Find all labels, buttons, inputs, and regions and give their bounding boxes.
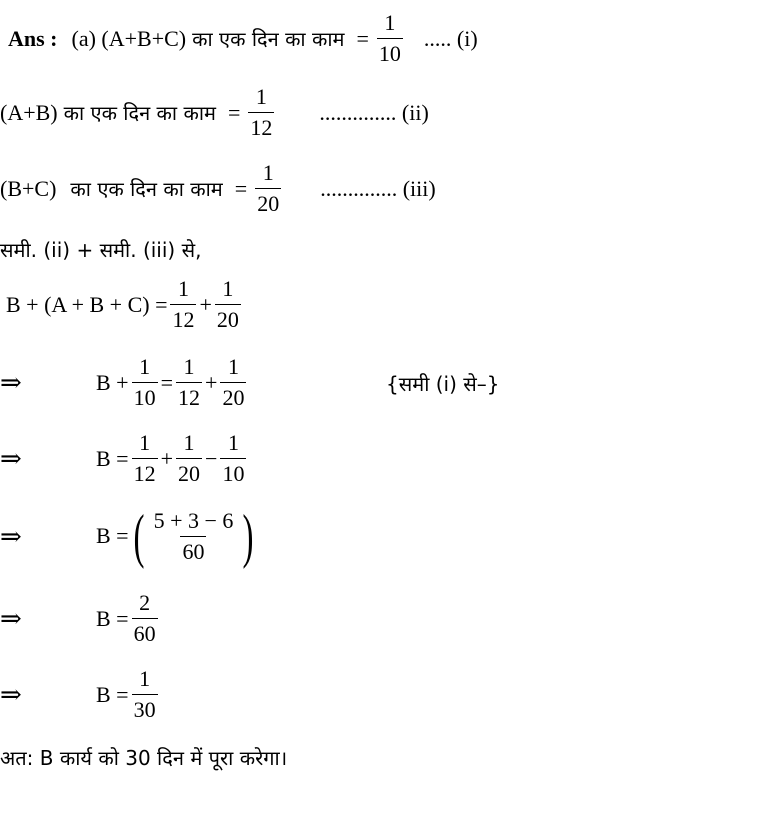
equals-sign: =: [234, 175, 248, 201]
part-label: (a) (A+B+C): [71, 25, 187, 51]
fraction: $\frac{1}{10}$: [133, 354, 156, 410]
fraction: $\frac{2}{60}$: [133, 590, 156, 646]
lhs: B =: [96, 523, 129, 548]
fraction: $\frac{1}{20}$: [257, 160, 280, 216]
part-label: (A+B): [0, 99, 58, 125]
implies-arrow: ⇒: [0, 604, 22, 633]
fraction: $\frac{1}{10}$: [378, 10, 401, 66]
equation-ii: [0, 86, 429, 139]
fraction: $\frac{1}{20}$: [222, 354, 245, 410]
fraction: $\frac{5 + 3 - 6}{60}$: [153, 507, 234, 564]
step-8: [0, 503, 759, 576]
lhs: B =: [96, 681, 129, 707]
lhs: B + (A + B + C) =: [6, 291, 168, 317]
fraction: $\frac{1}{10}$: [222, 430, 245, 486]
plus-sign: +: [199, 291, 212, 317]
plus-sign: +: [160, 445, 174, 471]
implies-arrow: ⇒: [0, 680, 22, 709]
ans-label: Ans :: [8, 25, 58, 51]
fraction: $\frac{1}{30}$: [133, 666, 156, 722]
work-text: का एक दिन का काम: [70, 177, 223, 201]
step-label: समी. (ii) + समी. (iii) से,: [0, 238, 202, 262]
right-paren: ): [242, 503, 254, 569]
fraction: $\frac{1}{20}$: [178, 430, 201, 486]
equals-sign: =: [160, 369, 174, 395]
conclusion: [0, 744, 287, 771]
fraction: $\frac{1}{20}$: [216, 276, 239, 332]
equation-ref: .............. (iii): [320, 175, 436, 201]
implies-arrow: ⇒: [0, 444, 22, 473]
fraction: $\frac{1}{12}$: [172, 276, 195, 332]
equals-sign: =: [356, 25, 369, 51]
implies-arrow: ⇒: [0, 368, 22, 397]
note: {समी (i) से–}: [386, 372, 500, 396]
equals-sign: =: [227, 99, 241, 125]
step-9: [0, 592, 759, 658]
left-paren: (: [133, 503, 145, 569]
equation-sum: [6, 278, 244, 331]
step-7: [0, 432, 759, 498]
plus-sign: +: [205, 369, 218, 395]
step-6: [0, 356, 759, 422]
fraction: $\frac{1}{12}$: [178, 354, 201, 410]
conclusion-text: अत: B कार्य को 30 दिन में पूरा करेगा।: [0, 746, 288, 770]
minus-sign: −: [205, 445, 218, 471]
lhs: B +: [96, 369, 129, 395]
part-label: (B+C): [0, 175, 57, 201]
lhs: B =: [96, 605, 129, 631]
step-10: [0, 668, 759, 734]
fraction: $\frac{1}{12}$: [133, 430, 156, 486]
equation-i: [8, 12, 478, 65]
lhs: B =: [96, 445, 129, 471]
equation-ref: ..... (i): [423, 25, 478, 51]
work-text: का एक दिन का काम: [63, 101, 216, 125]
implies-arrow: ⇒: [0, 522, 22, 551]
equation-iii: [0, 162, 436, 215]
equation-ref: .............. (ii): [319, 99, 429, 125]
work-text: का एक दिन का काम: [192, 27, 345, 51]
step-text: [0, 236, 201, 263]
fraction: $\frac{1}{12}$: [250, 84, 273, 140]
